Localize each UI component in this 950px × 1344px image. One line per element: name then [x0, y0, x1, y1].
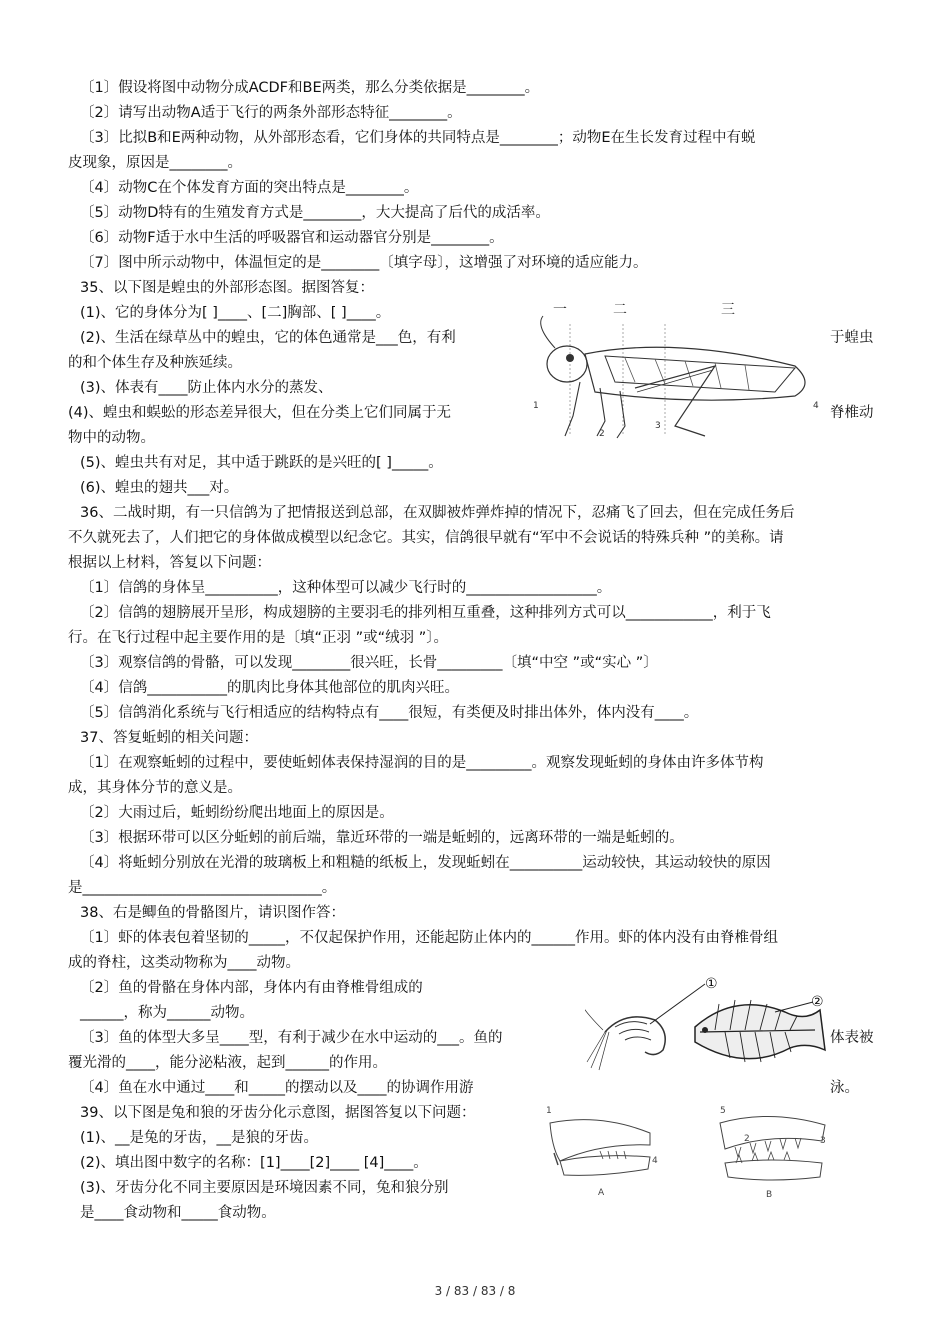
label-head: 一 [553, 302, 567, 318]
q34-4: 〔4〕动物C在个体发育方面的突出特点是________。 [80, 180, 419, 196]
wolf-label-5: 5 [720, 1106, 726, 1116]
label-4: 4 [813, 401, 819, 411]
label-1: 1 [533, 401, 539, 411]
q37-1: 〔1〕在观察蚯蚓的过程中，要使蚯蚓体表保持湿润的目的是_________。观察发现蚯蚓的身体由许多体节构 [80, 755, 764, 771]
q36-1: 〔1〕信鸽的身体呈__________，这种体型可以减少飞行时的__________________。 [80, 580, 612, 596]
q36-intro-3: 根据以上材料，答复以下问题： [68, 555, 271, 571]
q36-2: 〔2〕信鸽的翅膀展开呈形，构成翅膀的主要羽毛的排列相互重叠，这种排列方式可以____________，利于飞 [80, 605, 771, 621]
q38-4: 〔4〕鱼在水中通过____和_____的摆动以及____的协调作用游 [80, 1080, 474, 1096]
q34-2: 〔2〕请写出动物A适于飞行的两条外部形态特征________。 [80, 105, 462, 121]
rabbit-label-1: 1 [546, 1106, 552, 1116]
q37-title: 37、答复蚯蚓的相关问题： [80, 730, 258, 746]
q34-5: 〔5〕动物D特有的生殖发育方式是________，大大提高了后代的成活率。 [80, 205, 550, 221]
teeth-illustration [540, 1103, 830, 1203]
label-thorax: 二 [613, 302, 627, 318]
q35-4-cont: 物中的动物。 [68, 430, 155, 446]
label-2: 2 [599, 429, 605, 439]
q35-4: (4)、蝗虫和蜈蚣的形态差异很大，但在分类上它们同属于无 [68, 405, 452, 421]
q38-2: 〔2〕鱼的骨骼在身体内部，身体内有由脊椎骨组成的 [80, 980, 423, 996]
q36-intro-2: 不久就死去了，人们把它的身体做成模型以纪念它。其实，信鸽很早就有“军中不会说话的特殊兵种 ”的美称。请 [68, 530, 784, 546]
q35-5: (5)、蝗虫共有对足，其中适于跳跃的是兴旺的[ ]_____。 [80, 455, 443, 471]
q34-3: 〔3〕比拟B和E两种动物，从外部形态看，它们身体的共同特点是________；动物E在生长发育过程中有蜕 [80, 130, 756, 146]
wolf-label-b: B [766, 1190, 773, 1200]
q39-1: (1)、__是兔的牙齿，__是狼的牙齿。 [80, 1130, 319, 1146]
q35-2: (2)、生活在绿草丛中的蝗虫，它的体色通常是___色，有利 [80, 330, 456, 346]
wolf-label-2: 2 [744, 1134, 750, 1144]
q39-2: (2)、填出图中数字的名称：[1]____[2]____ [4]____。 [80, 1155, 428, 1171]
label-circle-2: ② [811, 994, 824, 1010]
q38-3-cont: 覆光滑的____，能分泌粘液，起到______的作用。 [68, 1055, 387, 1071]
q38-title: 38、右是鲫鱼的骨骼图片，请识图作答： [80, 905, 345, 921]
q36-4: 〔4〕信鸽___________的肌肉比身体其他部位的肌肉兴旺。 [80, 680, 459, 696]
label-circle-1: ① [705, 976, 718, 992]
q38-4-right: 泳。 [830, 1080, 859, 1096]
q39-3: (3)、牙齿分化不同主要原因是环境因素不同，兔和狼分别 [80, 1180, 449, 1196]
grasshopper-illustration [525, 296, 825, 446]
q39-title: 39、以下图是兔和狼的牙齿分化示意图，据图答复以下问题： [80, 1105, 476, 1121]
q37-4: 〔4〕将蚯蚓分别放在光滑的玻璃板上和粗糙的纸板上，发现蚯蚓在__________运动较快，其运动较快的原因 [80, 855, 771, 871]
grasshopper-figure [525, 296, 825, 446]
q38-1-cont: 成的脊柱，这类动物称为____动物。 [68, 955, 300, 971]
q35-4-right: 脊椎动 [830, 405, 874, 421]
q38-3: 〔3〕鱼的体型大多呈____型，有利于减少在水中运动的___。鱼的 [80, 1030, 503, 1046]
shrimp-fish-figure [585, 972, 830, 1077]
q38-2-cont: ______，称为______动物。 [80, 1005, 254, 1021]
q37-3: 〔3〕根据环带可以区分蚯蚓的前后端，靠近环带的一端是蚯蚓的，远离环带的一端是蚯蚓的。 [80, 830, 684, 846]
q38-1: 〔1〕虾的体表包着坚韧的_____，不仅起保护作用，还能起防止体内的______作用。虾的体内没有由脊椎骨组 [80, 930, 778, 946]
q36-3: 〔3〕观察信鸽的骨骼，可以发现________很兴旺，长骨_________〔填“中空 ”或“实心 ”〕 [80, 655, 658, 671]
q35-3: (3)、体表有____防止体内水分的蒸发、 [80, 380, 333, 396]
shrimp-fish-illustration [585, 972, 830, 1077]
q37-4-cont: 是_________________________________。 [68, 880, 337, 896]
q37-2: 〔2〕大雨过后，蚯蚓纷纷爬出地面上的原因是。 [80, 805, 394, 821]
q35-title: 35、以下图是蝗虫的外部形态图。据图答复： [80, 280, 374, 296]
q36-intro-1: 36、二战时期，有一只信鸽为了把情报送到总部，在双脚被炸弹炸掉的情况下，忍痛飞了回去，但在完成任务后 [80, 505, 795, 521]
page-footer: 3 / 83 / 83 / 8 [434, 1284, 516, 1298]
q34-6: 〔6〕动物F适于水中生活的呼吸器官和运动器官分别是________。 [80, 230, 504, 246]
q38-3-right: 体表被 [830, 1030, 874, 1046]
q35-2-right: 于蝗虫 [830, 330, 874, 346]
q36-2-cont: 行。在飞行过程中起主要作用的是〔填“正羽 ”或“绒羽 ”〕。 [68, 630, 449, 646]
q34-3-cont: 皮现象，原因是________。 [68, 155, 242, 171]
q36-5: 〔5〕信鸽消化系统与飞行相适应的结构特点有____很短，有类便及时排出体外，体内没有____。 [80, 705, 699, 721]
rabbit-label-4: 4 [652, 1156, 658, 1166]
q34-7: 〔7〕图中所示动物中，体温恒定的是________〔填字母〕，这增强了对环境的适应能力。 [80, 255, 648, 271]
q39-3-cont: 是____食动物和_____食动物。 [80, 1205, 276, 1221]
label-abdomen: 三 [721, 302, 735, 318]
rabbit-label-a: A [598, 1188, 605, 1198]
wolf-label-3: 3 [820, 1136, 826, 1146]
q34-1: 〔1〕假设将图中动物分成ACDF和BE两类，那么分类依据是________。 [80, 80, 540, 96]
teeth-figure [540, 1103, 830, 1203]
q35-1: (1)、它的身体分为[ ]____、[二]胸部、[ ]____。 [80, 305, 391, 321]
q37-1-cont: 成，其身体分节的意义是。 [68, 780, 242, 796]
label-3: 3 [655, 421, 661, 431]
q35-6: (6)、蝗虫的翅共___对。 [80, 480, 239, 496]
q35-2-cont: 的和个体生存及种族延续。 [68, 355, 242, 371]
